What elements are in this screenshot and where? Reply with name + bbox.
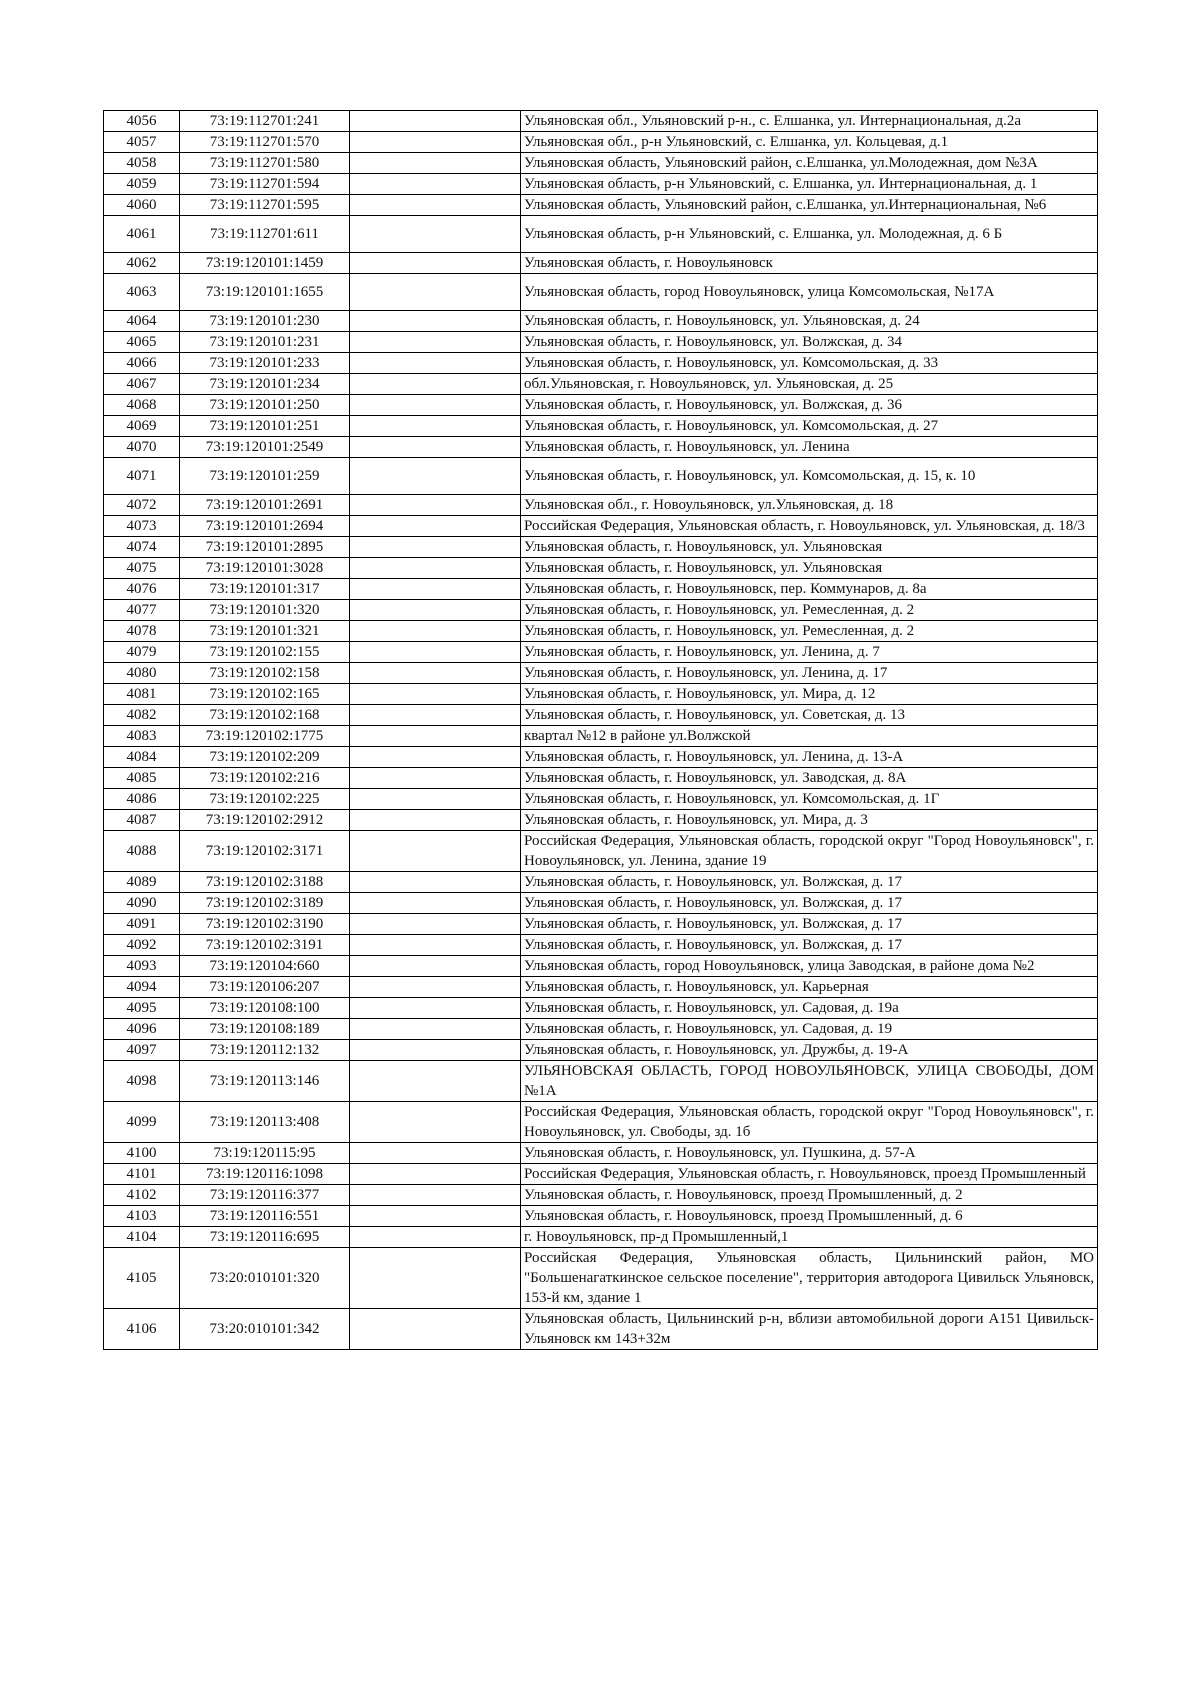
note-cell <box>350 1164 521 1185</box>
note-cell <box>350 893 521 914</box>
table-row <box>104 663 1098 684</box>
address-cell: Ульяновская область, г. Новоульяновск, ул. Волжская, д. 17 <box>521 893 1098 914</box>
row-number: 4089 <box>104 872 180 893</box>
cadastral-number: 73:19:112701:580 <box>180 153 350 174</box>
address-cell: Ульяновская область, г. Новоульяновск, проезд Промышленный, д. 2 <box>521 1185 1098 1206</box>
table-row <box>104 893 1098 914</box>
note-cell <box>350 395 521 416</box>
address-cell: Ульяновская область, г. Новоульяновск, ул. Ленина, д. 17 <box>521 663 1098 684</box>
table-row <box>104 705 1098 726</box>
row-number: 4101 <box>104 1164 180 1185</box>
table-row <box>104 1227 1098 1248</box>
cadastral-number: 73:19:112701:595 <box>180 195 350 216</box>
note-cell <box>350 216 521 253</box>
note-cell <box>350 1227 521 1248</box>
table-row <box>104 516 1098 537</box>
row-number: 4071 <box>104 458 180 495</box>
row-number: 4062 <box>104 253 180 274</box>
note-cell <box>350 1206 521 1227</box>
row-number: 4058 <box>104 153 180 174</box>
cadastral-number: 73:19:112701:594 <box>180 174 350 195</box>
table-row <box>104 726 1098 747</box>
table-row <box>104 253 1098 274</box>
note-cell <box>350 332 521 353</box>
cadastral-number: 73:19:120102:158 <box>180 663 350 684</box>
address-cell: Ульяновская область, Ульяновский район, с.Елшанка, ул.Интернациональная, №6 <box>521 195 1098 216</box>
row-number: 4096 <box>104 1019 180 1040</box>
note-cell <box>350 872 521 893</box>
note-cell <box>350 253 521 274</box>
table-row <box>104 998 1098 1019</box>
cadastral-number: 73:19:120101:2549 <box>180 437 350 458</box>
row-number: 4085 <box>104 768 180 789</box>
table-row <box>104 1248 1098 1309</box>
row-number: 4086 <box>104 789 180 810</box>
address-cell: Ульяновская область, г. Новоульяновск, ул. Карьерная <box>521 977 1098 998</box>
row-number: 4074 <box>104 537 180 558</box>
table-row <box>104 684 1098 705</box>
table-row <box>104 956 1098 977</box>
cadastral-number: 73:19:112701:570 <box>180 132 350 153</box>
address-cell: Ульяновская область, г. Новоульяновск, ул. Комсомольская, д. 1Г <box>521 789 1098 810</box>
row-number: 4083 <box>104 726 180 747</box>
table-row <box>104 374 1098 395</box>
cadastral-number: 73:19:120108:100 <box>180 998 350 1019</box>
cadastral-number: 73:19:120101:233 <box>180 353 350 374</box>
row-number: 4077 <box>104 600 180 621</box>
note-cell <box>350 516 521 537</box>
note-cell <box>350 558 521 579</box>
note-cell <box>350 789 521 810</box>
address-cell: Ульяновская область, город Новоульяновск, улица Комсомольская, №17А <box>521 274 1098 311</box>
row-number: 4081 <box>104 684 180 705</box>
cadastral-number: 73:19:120115:95 <box>180 1143 350 1164</box>
row-number: 4063 <box>104 274 180 311</box>
table-row <box>104 768 1098 789</box>
row-number: 4059 <box>104 174 180 195</box>
cadastral-number: 73:19:120113:408 <box>180 1102 350 1143</box>
table-row <box>104 872 1098 893</box>
table-row <box>104 495 1098 516</box>
address-cell: Ульяновская область, г. Новоульяновск, ул. Садовая, д. 19 <box>521 1019 1098 1040</box>
note-cell <box>350 111 521 132</box>
table-row <box>104 621 1098 642</box>
row-number: 4069 <box>104 416 180 437</box>
row-number: 4066 <box>104 353 180 374</box>
row-number: 4099 <box>104 1102 180 1143</box>
note-cell <box>350 458 521 495</box>
table-row <box>104 1185 1098 1206</box>
address-cell: Ульяновская обл., Ульяновский р-н., с. Елшанка, ул. Интернациональная, д.2а <box>521 111 1098 132</box>
address-cell: квартал №12 в районе ул.Волжской <box>521 726 1098 747</box>
address-cell: Ульяновская область, г. Новоульяновск, проезд Промышленный, д. 6 <box>521 1206 1098 1227</box>
cadastral-number: 73:19:120102:225 <box>180 789 350 810</box>
address-cell: Ульяновская область, г. Новоульяновск, ул. Комсомольская, д. 15, к. 10 <box>521 458 1098 495</box>
note-cell <box>350 311 521 332</box>
row-number: 4067 <box>104 374 180 395</box>
cadastral-number: 73:20:010101:342 <box>180 1309 350 1350</box>
cadastral-number: 73:19:120101:251 <box>180 416 350 437</box>
table-row <box>104 1143 1098 1164</box>
note-cell <box>350 642 521 663</box>
address-cell: УЛЬЯНОВСКАЯ ОБЛАСТЬ, ГОРОД НОВОУЛЬЯНОВСК, УЛИЦА СВОБОДЫ, ДОМ №1А <box>521 1061 1098 1102</box>
address-cell: Ульяновская обл., р-н Ульяновский, с. Елшанка, ул. Кольцевая, д.1 <box>521 132 1098 153</box>
row-number: 4087 <box>104 810 180 831</box>
table-row <box>104 537 1098 558</box>
cadastral-number: 73:19:112701:241 <box>180 111 350 132</box>
note-cell <box>350 684 521 705</box>
row-number: 4076 <box>104 579 180 600</box>
table-row <box>104 1309 1098 1350</box>
address-cell: Ульяновская область, г. Новоульяновск, ул. Пушкина, д. 57-А <box>521 1143 1098 1164</box>
row-number: 4088 <box>104 831 180 872</box>
address-cell: Ульяновская область, г. Новоульяновск, пер. Коммунаров, д. 8а <box>521 579 1098 600</box>
table-row <box>104 1164 1098 1185</box>
note-cell <box>350 1185 521 1206</box>
note-cell <box>350 935 521 956</box>
note-cell <box>350 914 521 935</box>
note-cell <box>350 579 521 600</box>
table-row <box>104 831 1098 872</box>
note-cell <box>350 153 521 174</box>
note-cell <box>350 174 521 195</box>
table-row <box>104 132 1098 153</box>
cadastral-number: 73:19:120101:3028 <box>180 558 350 579</box>
cadastral-number: 73:19:120102:209 <box>180 747 350 768</box>
table-row <box>104 579 1098 600</box>
row-number: 4080 <box>104 663 180 684</box>
address-cell: Ульяновская область, г. Новоульяновск, ул. Заводская, д. 8А <box>521 768 1098 789</box>
table-row <box>104 789 1098 810</box>
table-row <box>104 600 1098 621</box>
row-number: 4094 <box>104 977 180 998</box>
address-cell: Ульяновская область, г. Новоульяновск, ул. Комсомольская, д. 33 <box>521 353 1098 374</box>
row-number: 4102 <box>104 1185 180 1206</box>
row-number: 4060 <box>104 195 180 216</box>
note-cell <box>350 1309 521 1350</box>
row-number: 4068 <box>104 395 180 416</box>
address-cell: Ульяновская область, г. Новоульяновск, ул. Волжская, д. 36 <box>521 395 1098 416</box>
address-cell: Ульяновская область, г. Новоульяновск, ул. Садовая, д. 19а <box>521 998 1098 1019</box>
note-cell <box>350 747 521 768</box>
note-cell <box>350 274 521 311</box>
row-number: 4098 <box>104 1061 180 1102</box>
row-number: 4092 <box>104 935 180 956</box>
note-cell <box>350 600 521 621</box>
table-row <box>104 332 1098 353</box>
row-number: 4106 <box>104 1309 180 1350</box>
row-number: 4095 <box>104 998 180 1019</box>
cadastral-number: 73:19:120102:155 <box>180 642 350 663</box>
table-row <box>104 1019 1098 1040</box>
address-cell: Ульяновская область, город Новоульяновск, улица Заводская, в районе дома №2 <box>521 956 1098 977</box>
table-row <box>104 1206 1098 1227</box>
row-number: 4075 <box>104 558 180 579</box>
note-cell <box>350 495 521 516</box>
row-number: 4093 <box>104 956 180 977</box>
table-row <box>104 353 1098 374</box>
cadastral-number: 73:19:120102:216 <box>180 768 350 789</box>
row-number: 4078 <box>104 621 180 642</box>
address-cell: Российская Федерация, Ульяновская область, г. Новоульяновск, проезд Промышленный <box>521 1164 1098 1185</box>
note-cell <box>350 353 521 374</box>
cadastral-number: 73:19:120113:146 <box>180 1061 350 1102</box>
table-row <box>104 977 1098 998</box>
row-number: 4084 <box>104 747 180 768</box>
row-number: 4065 <box>104 332 180 353</box>
table-row <box>104 1061 1098 1102</box>
table-row <box>104 458 1098 495</box>
table-row <box>104 216 1098 253</box>
note-cell <box>350 998 521 1019</box>
address-cell: Ульяновская область, г. Новоульяновск, ул. Советская, д. 13 <box>521 705 1098 726</box>
table-row <box>104 153 1098 174</box>
address-cell: Российская Федерация, Ульяновская область, городской округ "Город Новоульяновск", г. Новоульяновск, ул. Ленина, здание 19 <box>521 831 1098 872</box>
cadastral-number: 73:19:120102:165 <box>180 684 350 705</box>
cadastral-number: 73:19:120116:1098 <box>180 1164 350 1185</box>
cadastral-number: 73:19:120101:250 <box>180 395 350 416</box>
row-number: 4097 <box>104 1040 180 1061</box>
table-row <box>104 1102 1098 1143</box>
address-cell: Ульяновская область, г. Новоульяновск, ул. Волжская, д. 17 <box>521 914 1098 935</box>
cadastral-number: 73:19:120101:1459 <box>180 253 350 274</box>
note-cell <box>350 195 521 216</box>
note-cell <box>350 768 521 789</box>
address-cell: Ульяновская область, Ульяновский район, с.Елшанка, ул.Молодежная, дом №3А <box>521 153 1098 174</box>
cadastral-number: 73:19:120102:3171 <box>180 831 350 872</box>
table-row <box>104 416 1098 437</box>
table-row <box>104 810 1098 831</box>
cadastral-number: 73:19:120101:321 <box>180 621 350 642</box>
cadastral-number: 73:19:112701:611 <box>180 216 350 253</box>
row-number: 4072 <box>104 495 180 516</box>
address-cell: Российская Федерация, Ульяновская область, Цильнинский район, МО "Большенагаткинское сельское поселение", территория автодорога Цивильск Ульяновск, 153-й км, здание 1 <box>521 1248 1098 1309</box>
table-row <box>104 195 1098 216</box>
address-cell: Ульяновская обл., г. Новоульяновск, ул.Ульяновская, д. 18 <box>521 495 1098 516</box>
address-cell: Ульяновская область, г. Новоульяновск, ул. Волжская, д. 34 <box>521 332 1098 353</box>
cadastral-number: 73:19:120101:317 <box>180 579 350 600</box>
cadastral-number: 73:19:120101:259 <box>180 458 350 495</box>
registry-table <box>103 110 1098 1350</box>
table-row <box>104 558 1098 579</box>
note-cell <box>350 374 521 395</box>
note-cell <box>350 1143 521 1164</box>
address-cell: Ульяновская область, г. Новоульяновск <box>521 253 1098 274</box>
note-cell <box>350 977 521 998</box>
cadastral-number: 73:19:120104:660 <box>180 956 350 977</box>
table-row <box>104 111 1098 132</box>
cadastral-number: 73:19:120101:2691 <box>180 495 350 516</box>
table-row <box>104 914 1098 935</box>
address-cell: Ульяновская область, г. Новоульяновск, ул. Ульяновская <box>521 537 1098 558</box>
address-cell: Ульяновская область, г. Новоульяновск, ул. Комсомольская, д. 27 <box>521 416 1098 437</box>
address-cell: обл.Ульяновская, г. Новоульяновск, ул. Ульяновская, д. 25 <box>521 374 1098 395</box>
table-row <box>104 1040 1098 1061</box>
address-cell: Ульяновская область, г. Новоульяновск, ул. Ульяновская, д. 24 <box>521 311 1098 332</box>
table-row <box>104 395 1098 416</box>
cadastral-number: 73:19:120102:3188 <box>180 872 350 893</box>
cadastral-number: 73:19:120102:168 <box>180 705 350 726</box>
row-number: 4064 <box>104 311 180 332</box>
cadastral-number: 73:19:120101:234 <box>180 374 350 395</box>
note-cell <box>350 1019 521 1040</box>
cadastral-number: 73:20:010101:320 <box>180 1248 350 1309</box>
address-cell: Ульяновская область, г. Новоульяновск, ул. Ленина, д. 13-А <box>521 747 1098 768</box>
note-cell <box>350 621 521 642</box>
row-number: 4105 <box>104 1248 180 1309</box>
note-cell <box>350 537 521 558</box>
row-number: 4056 <box>104 111 180 132</box>
registry-body <box>104 111 1098 1350</box>
cadastral-number: 73:19:120101:1655 <box>180 274 350 311</box>
cadastral-number: 73:19:120101:230 <box>180 311 350 332</box>
row-number: 4103 <box>104 1206 180 1227</box>
address-cell: Ульяновская область, Цильнинский р-н, вблизи автомобильной дороги А151 Цивильск-Ульяновск км 143+32м <box>521 1309 1098 1350</box>
cadastral-number: 73:19:120116:695 <box>180 1227 350 1248</box>
address-cell: Российская Федерация, Ульяновская область, городской округ "Город Новоульяновск", г. Новоульяновск, ул. Свободы, зд. 1б <box>521 1102 1098 1143</box>
address-cell: Ульяновская область, р-н Ульяновский, с. Елшанка, ул. Молодежная, д. 6 Б <box>521 216 1098 253</box>
cadastral-number: 73:19:120101:320 <box>180 600 350 621</box>
address-cell: Российская Федерация, Ульяновская область, г. Новоульяновск, ул. Ульяновская, д. 18/3 <box>521 516 1098 537</box>
row-number: 4079 <box>104 642 180 663</box>
cadastral-number: 73:19:120108:189 <box>180 1019 350 1040</box>
cadastral-number: 73:19:120116:551 <box>180 1206 350 1227</box>
row-number: 4070 <box>104 437 180 458</box>
cadastral-number: 73:19:120102:2912 <box>180 810 350 831</box>
row-number: 4073 <box>104 516 180 537</box>
address-cell: Ульяновская область, г. Новоульяновск, ул. Дружбы, д. 19-А <box>521 1040 1098 1061</box>
note-cell <box>350 132 521 153</box>
address-cell: Ульяновская область, г. Новоульяновск, ул. Волжская, д. 17 <box>521 872 1098 893</box>
note-cell <box>350 437 521 458</box>
table-row <box>104 437 1098 458</box>
row-number: 4100 <box>104 1143 180 1164</box>
table-row <box>104 642 1098 663</box>
note-cell <box>350 726 521 747</box>
cadastral-number: 73:19:120102:1775 <box>180 726 350 747</box>
table-row <box>104 311 1098 332</box>
address-cell: Ульяновская область, г. Новоульяновск, ул. Ленина, д. 7 <box>521 642 1098 663</box>
table-row <box>104 274 1098 311</box>
table-row <box>104 935 1098 956</box>
note-cell <box>350 1248 521 1309</box>
address-cell: г. Новоульяновск, пр-д Промышленный,1 <box>521 1227 1098 1248</box>
row-number: 4082 <box>104 705 180 726</box>
note-cell <box>350 1102 521 1143</box>
note-cell <box>350 705 521 726</box>
cadastral-number: 73:19:120101:231 <box>180 332 350 353</box>
address-cell: Ульяновская область, г. Новоульяновск, ул. Ульяновская <box>521 558 1098 579</box>
row-number: 4091 <box>104 914 180 935</box>
cadastral-number: 73:19:120102:3189 <box>180 893 350 914</box>
note-cell <box>350 1040 521 1061</box>
cadastral-number: 73:19:120102:3191 <box>180 935 350 956</box>
address-cell: Ульяновская область, г. Новоульяновск, ул. Волжская, д. 17 <box>521 935 1098 956</box>
cadastral-number: 73:19:120102:3190 <box>180 914 350 935</box>
address-cell: Ульяновская область, г. Новоульяновск, ул. Мира, д. 3 <box>521 810 1098 831</box>
cadastral-number: 73:19:120101:2694 <box>180 516 350 537</box>
note-cell <box>350 1061 521 1102</box>
note-cell <box>350 956 521 977</box>
note-cell <box>350 810 521 831</box>
row-number: 4104 <box>104 1227 180 1248</box>
cadastral-number: 73:19:120116:377 <box>180 1185 350 1206</box>
address-cell: Ульяновская область, г. Новоульяновск, ул. Ремесленная, д. 2 <box>521 621 1098 642</box>
row-number: 4061 <box>104 216 180 253</box>
table-row <box>104 747 1098 768</box>
address-cell: Ульяновская область, г. Новоульяновск, ул. Ремесленная, д. 2 <box>521 600 1098 621</box>
address-cell: Ульяновская область, р-н Ульяновский, с. Елшанка, ул. Интернациональная, д. 1 <box>521 174 1098 195</box>
table-row <box>104 174 1098 195</box>
cadastral-number: 73:19:120101:2895 <box>180 537 350 558</box>
cadastral-number: 73:19:120106:207 <box>180 977 350 998</box>
row-number: 4090 <box>104 893 180 914</box>
note-cell <box>350 416 521 437</box>
note-cell <box>350 831 521 872</box>
cadastral-number: 73:19:120112:132 <box>180 1040 350 1061</box>
row-number: 4057 <box>104 132 180 153</box>
address-cell: Ульяновская область, г. Новоульяновск, ул. Ленина <box>521 437 1098 458</box>
address-cell: Ульяновская область, г. Новоульяновск, ул. Мира, д. 12 <box>521 684 1098 705</box>
note-cell <box>350 663 521 684</box>
